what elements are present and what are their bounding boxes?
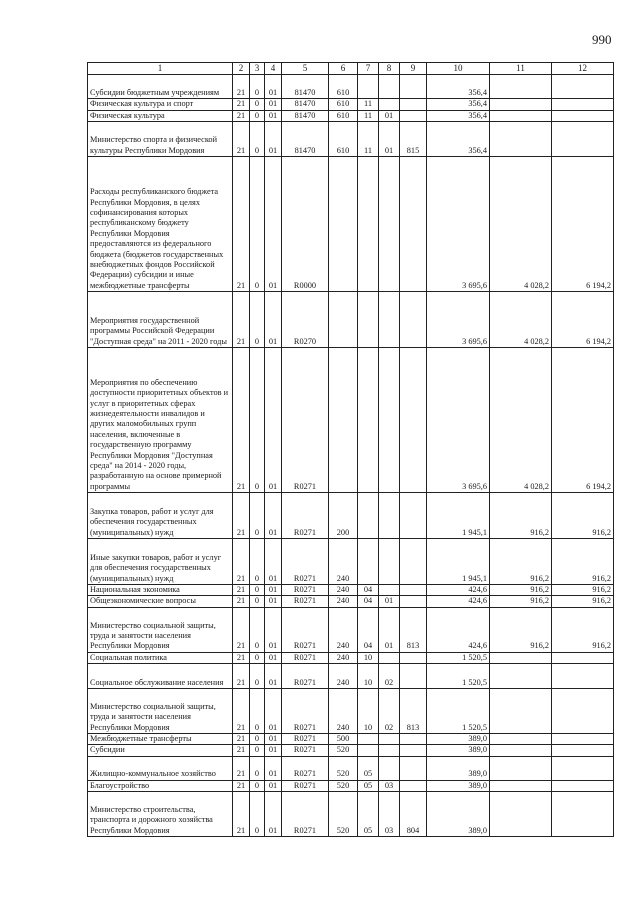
cell-subsection [379,347,400,492]
cell-amount-col10: 3 695,6 [427,347,490,492]
column-header: 1 [88,63,233,75]
cell-amount-col12 [552,756,614,780]
cell-amount-col11: 916,2 [490,607,552,652]
cell-ministry-code [400,596,427,607]
cell-amount-col11 [490,780,552,791]
cell-code-2: 21 [233,99,250,110]
table-row [88,652,614,663]
cell-amount-col11 [490,792,552,837]
cell-amount-col12: 916,2 [552,596,614,607]
cell-code-3: 0 [250,734,265,745]
cell-code-4: 01 [265,538,282,584]
row-description: Субсидии бюджетным учреждениям [88,75,233,99]
cell-ministry-code [400,652,427,663]
cell-amount-col11 [490,75,552,99]
page-number: 990 [592,32,612,47]
cell-amount-col12 [552,99,614,110]
cell-section [358,156,379,291]
column-header: 3 [250,63,265,75]
row-description: Закупка товаров, работ и услуг для обеспечения государственных (муниципальных) нужд [88,492,233,538]
table-row [88,596,614,607]
cell-ministry-code [400,664,427,689]
cell-code-2: 21 [233,664,250,689]
table-row [88,756,614,780]
cell-amount-col12: 6 194,2 [552,347,614,492]
column-header: 12 [552,63,614,75]
cell-ministry-code: 813 [400,607,427,652]
cell-target-article: R0271 [282,538,329,584]
cell-code-4: 01 [265,664,282,689]
cell-code-3: 0 [250,492,265,538]
cell-code-4: 01 [265,121,282,156]
cell-section: 10 [358,664,379,689]
cell-subsection [379,652,400,663]
row-description: Физическая культура и спорт [88,99,233,110]
cell-target-article: R0271 [282,756,329,780]
cell-code-3: 0 [250,745,265,756]
cell-amount-col10: 424,6 [427,596,490,607]
cell-code-3: 0 [250,584,265,595]
cell-section [358,75,379,99]
cell-amount-col12 [552,121,614,156]
cell-code-2: 21 [233,291,250,347]
table-row [88,780,614,791]
column-header: 11 [490,63,552,75]
cell-amount-col12: 6 194,2 [552,156,614,291]
row-description: Физическая культура [88,110,233,121]
cell-amount-col12 [552,745,614,756]
cell-expense-type [329,291,358,347]
cell-code-4: 01 [265,689,282,734]
cell-target-article: R0271 [282,745,329,756]
cell-ministry-code [400,538,427,584]
cell-amount-col10: 1 520,5 [427,652,490,663]
cell-amount-col10: 424,6 [427,607,490,652]
cell-amount-col11 [490,756,552,780]
cell-target-article: R0271 [282,689,329,734]
cell-amount-col11: 916,2 [490,492,552,538]
cell-subsection [379,745,400,756]
cell-target-article: R0271 [282,596,329,607]
cell-amount-col11 [490,734,552,745]
cell-amount-col12 [552,734,614,745]
cell-expense-type: 240 [329,689,358,734]
cell-code-4: 01 [265,734,282,745]
cell-code-4: 01 [265,652,282,663]
cell-target-article: R0271 [282,780,329,791]
cell-target-article: 81470 [282,99,329,110]
cell-amount-col12 [552,75,614,99]
cell-code-3: 0 [250,596,265,607]
cell-expense-type: 500 [329,734,358,745]
cell-amount-col12 [552,110,614,121]
cell-section: 05 [358,756,379,780]
cell-subsection: 03 [379,792,400,837]
cell-section [358,347,379,492]
table-row [88,156,614,291]
cell-section: 04 [358,584,379,595]
cell-target-article: R0271 [282,492,329,538]
cell-ministry-code [400,110,427,121]
cell-code-4: 01 [265,291,282,347]
table-row [88,745,614,756]
cell-code-3: 0 [250,689,265,734]
table-row [88,734,614,745]
cell-expense-type: 610 [329,75,358,99]
cell-target-article: R0271 [282,734,329,745]
cell-ministry-code [400,75,427,99]
cell-section: 05 [358,780,379,791]
cell-amount-col12 [552,664,614,689]
cell-code-4: 01 [265,347,282,492]
cell-code-2: 21 [233,734,250,745]
cell-expense-type: 610 [329,110,358,121]
cell-amount-col11 [490,689,552,734]
cell-amount-col11: 4 028,2 [490,291,552,347]
cell-expense-type: 520 [329,780,358,791]
cell-subsection [379,538,400,584]
cell-code-3: 0 [250,756,265,780]
cell-code-2: 21 [233,780,250,791]
cell-subsection [379,99,400,110]
cell-code-2: 21 [233,75,250,99]
cell-code-3: 0 [250,538,265,584]
cell-section: 04 [358,607,379,652]
row-description: Министерство социальной защиты, труда и занятости населения Республики Мордовия [88,607,233,652]
cell-subsection: 02 [379,689,400,734]
cell-code-2: 21 [233,756,250,780]
cell-amount-col10: 1 520,5 [427,689,490,734]
cell-section: 10 [358,689,379,734]
cell-amount-col10: 389,0 [427,756,490,780]
table-row [88,664,614,689]
cell-amount-col12: 916,2 [552,538,614,584]
cell-target-article: R0271 [282,664,329,689]
row-description: Социальная политика [88,652,233,663]
cell-subsection: 03 [379,780,400,791]
row-description: Национальная экономика [88,584,233,595]
cell-expense-type: 240 [329,538,358,584]
row-description: Министерство строительства, транспорта и дорожного хозяйства Республики Мордовия [88,792,233,837]
column-header: 10 [427,63,490,75]
table-body [88,75,614,837]
table-row [88,347,614,492]
row-description: Расходы республиканского бюджета Республики Мордовия, в целях софинансирования которых республиканскому бюджету Республики Мордовия предоставляются из федерального бюджета (бюджетов государственных внебюджетных фондов Российской Федерации) субсидии и иные межбюджетные трансферты [88,156,233,291]
cell-amount-col11: 4 028,2 [490,156,552,291]
cell-code-2: 21 [233,110,250,121]
cell-code-3: 0 [250,347,265,492]
row-description: Мероприятия государственной программы Российской Федерации "Доступная среда" на 2011 - 2020 годы [88,291,233,347]
table-row [88,291,614,347]
cell-amount-col12: 6 194,2 [552,291,614,347]
cell-expense-type: 520 [329,745,358,756]
cell-section [358,734,379,745]
cell-amount-col12 [552,689,614,734]
column-header: 8 [379,63,400,75]
cell-subsection [379,492,400,538]
cell-amount-col10: 3 695,6 [427,156,490,291]
cell-code-2: 21 [233,792,250,837]
cell-expense-type [329,156,358,291]
cell-amount-col12 [552,792,614,837]
cell-expense-type: 520 [329,792,358,837]
cell-amount-col10: 1 520,5 [427,664,490,689]
cell-code-2: 21 [233,538,250,584]
cell-code-4: 01 [265,780,282,791]
cell-code-2: 21 [233,652,250,663]
cell-amount-col10: 356,4 [427,121,490,156]
cell-code-2: 21 [233,607,250,652]
table-row [88,99,614,110]
cell-section [358,492,379,538]
cell-target-article: R0000 [282,156,329,291]
cell-code-3: 0 [250,121,265,156]
table-row [88,121,614,156]
cell-amount-col10: 1 945,1 [427,538,490,584]
cell-target-article: R0271 [282,652,329,663]
cell-expense-type: 240 [329,596,358,607]
cell-expense-type: 200 [329,492,358,538]
row-description: Межбюджетные трансферты [88,734,233,745]
row-description: Министерство социальной защиты, труда и занятости населения Республики Мордовия [88,689,233,734]
cell-ministry-code: 813 [400,689,427,734]
cell-code-3: 0 [250,607,265,652]
cell-target-article: R0271 [282,792,329,837]
cell-code-2: 21 [233,584,250,595]
table-row [88,689,614,734]
cell-subsection [379,756,400,780]
cell-amount-col10: 424,6 [427,584,490,595]
cell-amount-col12: 916,2 [552,584,614,595]
table-row [88,607,614,652]
cell-code-4: 01 [265,75,282,99]
column-header: 9 [400,63,427,75]
cell-expense-type: 610 [329,121,358,156]
cell-section [358,291,379,347]
cell-section [358,745,379,756]
cell-code-4: 01 [265,156,282,291]
cell-code-4: 01 [265,745,282,756]
cell-amount-col12: 916,2 [552,492,614,538]
cell-code-2: 21 [233,596,250,607]
cell-code-3: 0 [250,792,265,837]
cell-code-4: 01 [265,584,282,595]
cell-amount-col11: 4 028,2 [490,347,552,492]
cell-amount-col10: 1 945,1 [427,492,490,538]
cell-amount-col10: 389,0 [427,734,490,745]
cell-amount-col11 [490,664,552,689]
cell-subsection: 01 [379,121,400,156]
cell-subsection: 01 [379,110,400,121]
cell-target-article: 81470 [282,121,329,156]
cell-ministry-code [400,347,427,492]
cell-target-article: R0270 [282,291,329,347]
cell-amount-col11: 916,2 [490,538,552,584]
cell-subsection: 01 [379,596,400,607]
cell-amount-col11 [490,110,552,121]
cell-ministry-code [400,584,427,595]
cell-ministry-code [400,780,427,791]
table-row [88,492,614,538]
cell-code-3: 0 [250,664,265,689]
cell-section: 05 [358,792,379,837]
cell-ministry-code: 804 [400,792,427,837]
cell-section: 11 [358,121,379,156]
cell-expense-type: 240 [329,607,358,652]
cell-section: 11 [358,110,379,121]
row-description: Мероприятия по обеспечению доступности приоритетных объектов и услуг в приоритетных сферах жизнедеятельности инвалидов и других маломобильных групп населения, включенные в государственную программу Республики Мордовия "Доступная среда" на 2014 - 2020 годы, разработанную на основе примерной программы [88,347,233,492]
column-header: 2 [233,63,250,75]
cell-ministry-code [400,291,427,347]
cell-subsection: 01 [379,607,400,652]
cell-code-3: 0 [250,110,265,121]
cell-section: 10 [358,652,379,663]
row-description: Министерство спорта и физической культуры Республики Мордовия [88,121,233,156]
cell-ministry-code [400,756,427,780]
cell-code-3: 0 [250,652,265,663]
cell-subsection [379,75,400,99]
cell-subsection: 02 [379,664,400,689]
cell-target-article: 81470 [282,75,329,99]
cell-amount-col10: 356,4 [427,110,490,121]
cell-amount-col10: 389,0 [427,792,490,837]
cell-amount-col10: 356,4 [427,75,490,99]
cell-code-2: 21 [233,492,250,538]
cell-target-article: 81470 [282,110,329,121]
cell-subsection [379,584,400,595]
cell-amount-col10: 389,0 [427,745,490,756]
cell-ministry-code: 815 [400,121,427,156]
cell-code-3: 0 [250,156,265,291]
cell-ministry-code [400,492,427,538]
cell-subsection [379,734,400,745]
cell-amount-col12: 916,2 [552,607,614,652]
cell-expense-type [329,347,358,492]
cell-target-article: R0271 [282,607,329,652]
cell-section: 04 [358,596,379,607]
cell-ministry-code [400,156,427,291]
table-row [88,792,614,837]
cell-code-2: 21 [233,689,250,734]
cell-code-4: 01 [265,110,282,121]
cell-amount-col12 [552,652,614,663]
cell-expense-type: 520 [329,756,358,780]
cell-expense-type: 610 [329,99,358,110]
cell-target-article: R0271 [282,347,329,492]
cell-amount-col12 [552,780,614,791]
cell-amount-col10: 356,4 [427,99,490,110]
cell-subsection [379,156,400,291]
cell-amount-col10: 3 695,6 [427,291,490,347]
cell-amount-col11: 916,2 [490,596,552,607]
cell-code-3: 0 [250,291,265,347]
cell-amount-col11: 916,2 [490,584,552,595]
cell-code-2: 21 [233,745,250,756]
cell-code-2: 21 [233,121,250,156]
cell-amount-col11 [490,99,552,110]
table-row [88,538,614,584]
cell-expense-type: 240 [329,652,358,663]
cell-code-3: 0 [250,780,265,791]
cell-code-4: 01 [265,756,282,780]
cell-section [358,538,379,584]
row-description: Социальное обслуживание населения [88,664,233,689]
row-description: Субсидии [88,745,233,756]
cell-code-2: 21 [233,347,250,492]
row-description: Общеэкономические вопросы [88,596,233,607]
cell-amount-col11 [490,121,552,156]
row-description: Жилищно-коммунальное хозяйство [88,756,233,780]
column-header: 4 [265,63,282,75]
cell-target-article: R0271 [282,584,329,595]
cell-ministry-code [400,99,427,110]
table-row [88,110,614,121]
cell-section: 11 [358,99,379,110]
budget-table [87,62,614,837]
row-description: Благоустройство [88,780,233,791]
cell-expense-type: 240 [329,584,358,595]
cell-amount-col11 [490,745,552,756]
table-row [88,584,614,595]
cell-ministry-code [400,734,427,745]
cell-code-4: 01 [265,99,282,110]
column-header: 5 [282,63,329,75]
cell-code-4: 01 [265,492,282,538]
cell-code-3: 0 [250,75,265,99]
header-row [88,63,614,75]
cell-code-3: 0 [250,99,265,110]
column-header: 6 [329,63,358,75]
cell-expense-type: 240 [329,664,358,689]
cell-amount-col11 [490,652,552,663]
cell-code-4: 01 [265,596,282,607]
cell-subsection [379,291,400,347]
table-row [88,75,614,99]
cell-code-2: 21 [233,156,250,291]
column-header: 7 [358,63,379,75]
cell-code-4: 01 [265,792,282,837]
row-description: Иные закупки товаров, работ и услуг для обеспечения государственных (муниципальных) нужд [88,538,233,584]
cell-amount-col10: 389,0 [427,780,490,791]
cell-ministry-code [400,745,427,756]
cell-code-4: 01 [265,607,282,652]
